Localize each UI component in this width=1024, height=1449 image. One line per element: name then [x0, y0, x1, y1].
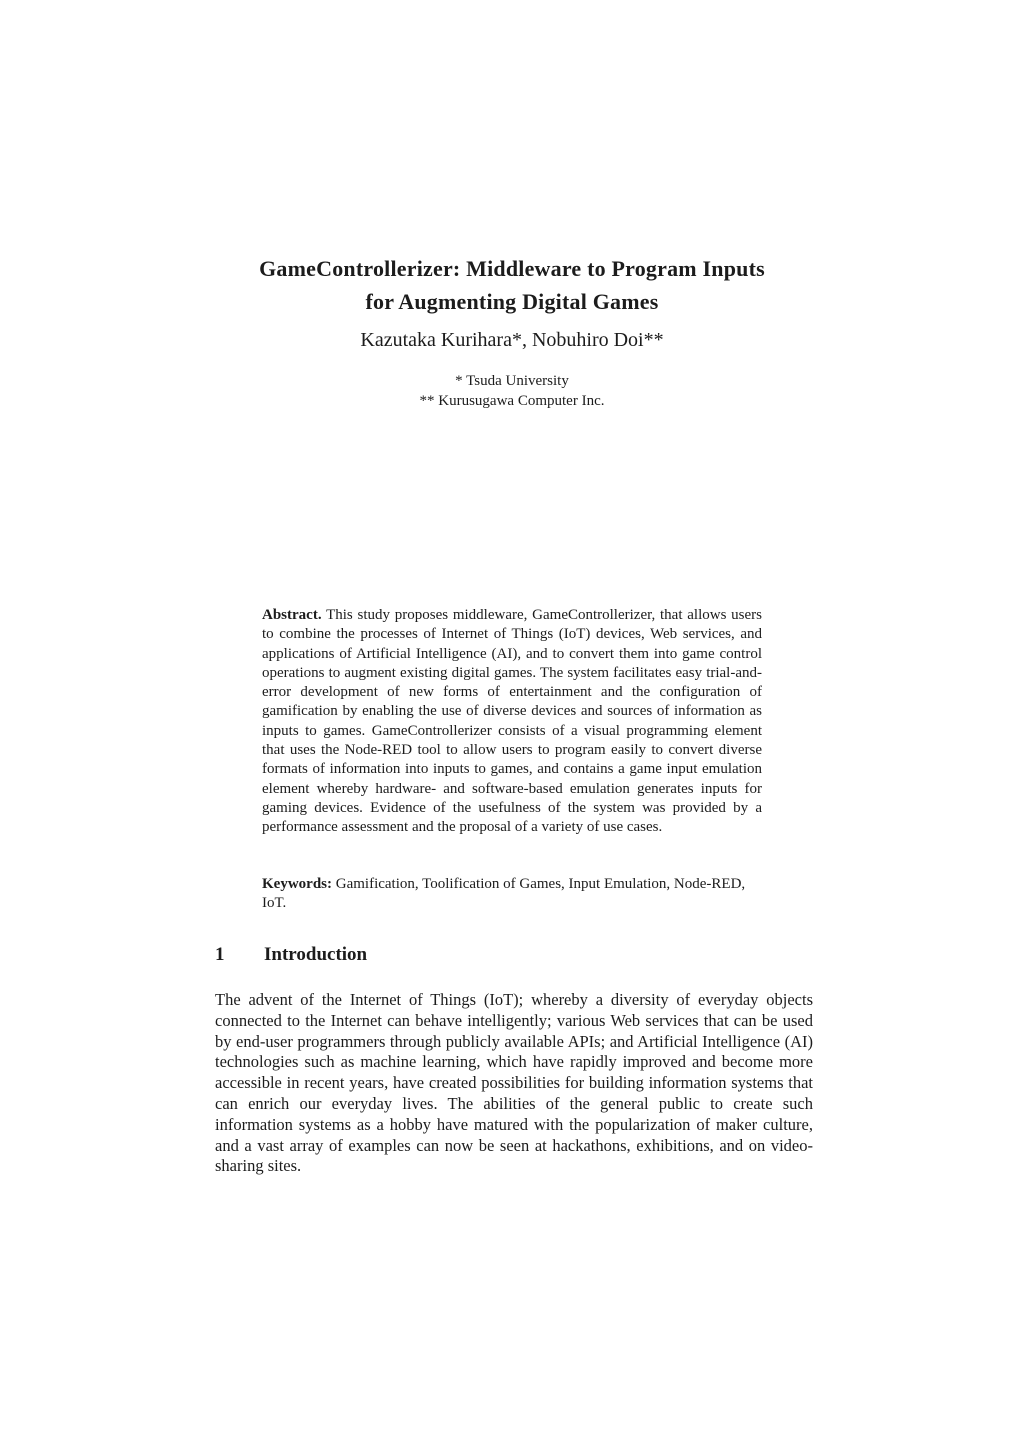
section-1-number: 1: [215, 944, 225, 965]
abstract-text: This study proposes middleware, GameControllerizer, that allows users to combine the processes of Internet of Things (IoT) devices, Web services, and applications of Artificial Intelligence (AI), and to convert them into game control operations to augment existing digital games. The system facilitates easy trial-and-error development of new forms of entertainment and the configuration of gamification by enabling the use of diverse devices and sources of information as inputs to games. GameControllerizer consists of a visual programming element that uses the Node-RED tool to allow users to program easily to convert diverse formats of information into inputs to games, and contains a game input emulation element whereby hardware- and software-based emulation generates inputs for gaming devices. Evidence of the usefulness of the system was provided by a performance assessment and the proposal of a variety of use cases.: [262, 607, 763, 836]
abstract-block: [262, 606, 762, 838]
authors-line: Kazutaka Kurihara*, Nobuhiro Doi**: [360, 329, 664, 351]
paper-title-line-1: GameControllerizer: Middleware to Program Inputs: [259, 256, 765, 281]
keywords-block: [262, 875, 762, 914]
paper-title: [0, 252, 1024, 318]
section-1-heading: [215, 944, 367, 966]
section-1-title: Introduction: [264, 944, 368, 965]
affiliation-1: * Tsuda University: [455, 373, 569, 389]
affiliation-2: ** Kurusugawa Computer Inc.: [419, 393, 605, 409]
keywords-text: Gamification, Toolification of Games, Input Emulation, Node-RED, IoT.: [262, 876, 746, 912]
paper-title-line-2: for Augmenting Digital Games: [365, 289, 659, 314]
section-1-paragraph: The advent of the Internet of Things (IoT); whereby a diversity of everyday objects connected to the Internet can behave intelligently; various Web services that can be used by end-user programmers through publicly available APIs; and Artificial Intelligence (AI) technologies such as machine learning, which have rapidly improved and become more accessible in recent years, have created possibilities for building information systems that can enrich our everyday lives. The abilities of the general public to create such information systems as a hobby have matured with the popularization of maker culture, and a vast array of examples can now be seen at hackathons, exhibitions, and on video-sharing sites.: [215, 990, 813, 1176]
abstract-label: Abstract.: [262, 607, 322, 623]
affiliations-block: [0, 371, 1024, 411]
keywords-label: Keywords:: [262, 876, 332, 892]
